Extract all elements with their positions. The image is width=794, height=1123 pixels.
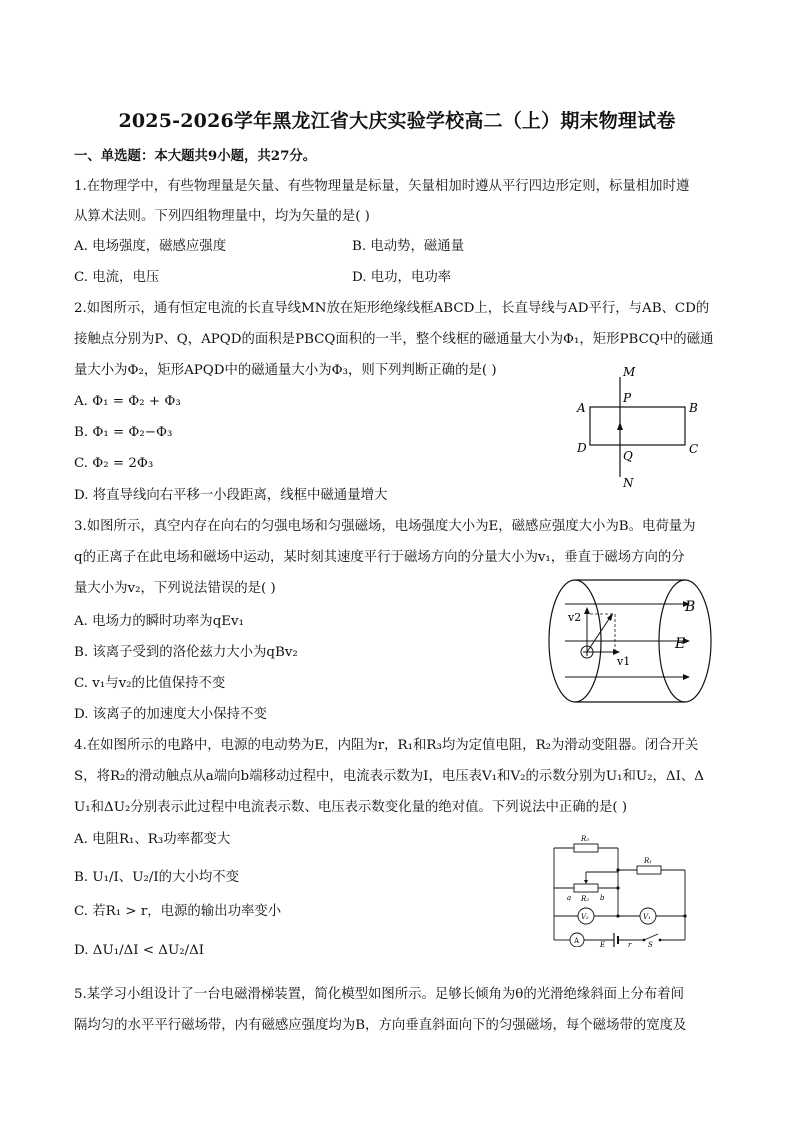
q5-line-1: 5.某学习小组设计了一台电磁滑梯装置，简化模型如图所示。足够长倾角为θ的光滑绝缘斜面上分布着间 <box>74 987 685 1002</box>
label-m: M <box>623 365 636 379</box>
q3-option-d: D. 该离子的加速度大小保持不变 <box>74 707 267 722</box>
label-a: A <box>577 401 586 415</box>
label-r1: R₁ <box>644 857 653 865</box>
q1-option-d: D. 电功，电功率 <box>352 270 452 285</box>
label-d: D <box>577 441 587 455</box>
label-switch: S <box>648 941 653 947</box>
field-arrow-icon <box>683 674 690 680</box>
slider-arrow-icon <box>584 880 588 884</box>
rect-frame-abcd <box>590 407 685 445</box>
r1-resistor <box>637 866 661 874</box>
q1-option-c: C. 电流，电压 <box>74 270 160 285</box>
switch-s <box>644 934 658 940</box>
label-b: B <box>689 401 698 415</box>
q3-cylinder-field-figure <box>545 576 715 706</box>
v2-arrow-icon <box>584 607 590 614</box>
q1-line-1: 1.在物理学中，有些物理量是矢量、有些物理量是标量，矢量相加时遵从平行四边形定则，标量相加时遵 <box>74 179 690 194</box>
q5-line-2: 隔均匀的水平平行磁场带，内有磁感应强度均为B，方向垂直斜面向下的匀强磁场，每个磁场带的宽度及 <box>74 1018 687 1033</box>
label-q: Q <box>623 449 633 463</box>
q1-option-a: A. 电场强度，磁感应强度 <box>74 239 227 254</box>
label-b-end: b <box>600 894 605 902</box>
label-v1-meter: V₁ <box>643 913 651 921</box>
label-ammeter: A <box>574 937 580 945</box>
current-arrow-icon <box>617 422 623 430</box>
q2-line-2: 接触点分别为P、Q，APQD的面积是PBCQ面积的一半，整个线框的磁通量大小为Φ₁，矩形PBCQ中的磁通 <box>74 332 714 347</box>
q2-option-c: C. Φ₂ = 2Φ₃ <box>74 456 154 471</box>
r3-resistor <box>574 844 598 852</box>
label-r3: R₃ <box>581 835 590 843</box>
label-r-internal: r <box>628 941 632 947</box>
label-e-field: E <box>675 636 686 652</box>
label-v2-meter: V₂ <box>581 913 589 921</box>
label-a-end: a <box>567 894 572 902</box>
r2-rheostat <box>574 884 598 892</box>
q3-line-1: 3.如图所示，真空内存在向右的匀强电场和匀强磁场，电场强度大小为E，磁感应强度大小为B。电荷量为 <box>74 519 696 534</box>
label-p: P <box>623 391 632 405</box>
q1-option-b: B. 电动势，磁通量 <box>352 239 465 254</box>
q1-line-2: 从算术法则。下列四组物理量中，均为矢量的是( ) <box>74 209 370 224</box>
label-v1: v1 <box>617 655 631 668</box>
q3-line-3: 量大小为v₂，下列说法错误的是( ) <box>74 581 276 596</box>
q4-circuit-figure <box>548 832 693 947</box>
q4-line-2: S，将R₂的滑动触点从a端向b端移动过程中，电流表示数为I，电压表V₁和V₂的示数分别为U₁和U₂，ΔI、Δ <box>74 769 704 784</box>
v-resultant <box>587 616 611 652</box>
label-v2: v2 <box>568 611 582 624</box>
q3-option-a: A. 电场力的瞬时功率为qEv₁ <box>74 614 244 629</box>
page-title: 2025-2026学年黑龙江省大庆实验学校高二（上）期末物理试卷 <box>118 110 676 132</box>
q4-line-1: 4.在如图所示的电路中，电源的电动势为E，内阻为r，R₁和R₃均为定值电阻，R₂为滑动变阻器。闭合开关 <box>74 738 699 753</box>
q4-option-a: A. 电阻R₁、R₃功率都变大 <box>74 832 231 847</box>
q2-wire-frame-figure <box>565 362 715 492</box>
label-c: C <box>689 442 699 456</box>
q4-line-3: U₁和ΔU₂分别表示此过程中电流表示数、电压表示数变化量的绝对值。下列说法中正确的是( ) <box>74 800 628 815</box>
q3-option-c: C. v₁与v₂的比值保持不变 <box>74 676 226 691</box>
label-emf: E <box>600 941 606 947</box>
q2-option-b: B. Φ₁ = Φ₂−Φ₃ <box>74 425 173 440</box>
q2-option-a: A. Φ₁ = Φ₂ + Φ₃ <box>74 394 181 409</box>
label-r2: R₂ <box>581 895 590 903</box>
q4-option-d: D. ΔU₁/ΔI < ΔU₂/ΔI <box>74 943 205 958</box>
label-b-field: B <box>685 599 696 615</box>
q4-option-b: B. U₁/I、U₂/I的大小均不变 <box>74 870 239 885</box>
q2-line-3: 量大小为Φ₂，矩形APQD中的磁通量大小为Φ₃，则下列判断正确的是( ) <box>74 363 497 378</box>
q3-line-2: q的正离子在此电场和磁场中运动，某时刻其速度平行于磁场方向的分量大小为v₁，垂直于磁场方向的分 <box>74 550 685 565</box>
q2-option-d: D. 将直导线向右平移一小段距离，线框中磁通量增大 <box>74 488 388 503</box>
section-header: 一、单选题：本大题共9小题，共27分。 <box>74 148 317 164</box>
q4-option-c: C. 若R₁ > r，电源的输出功率变小 <box>74 904 282 919</box>
q2-line-1: 2.如图所示，通有恒定电流的长直导线MN放在矩形绝缘线框ABCD上，长直导线与AD平行，与AB、CD的 <box>74 301 710 316</box>
q3-option-b: B. 该离子受到的洛伦兹力大小为qBv₂ <box>74 645 298 660</box>
label-n: N <box>623 476 634 490</box>
